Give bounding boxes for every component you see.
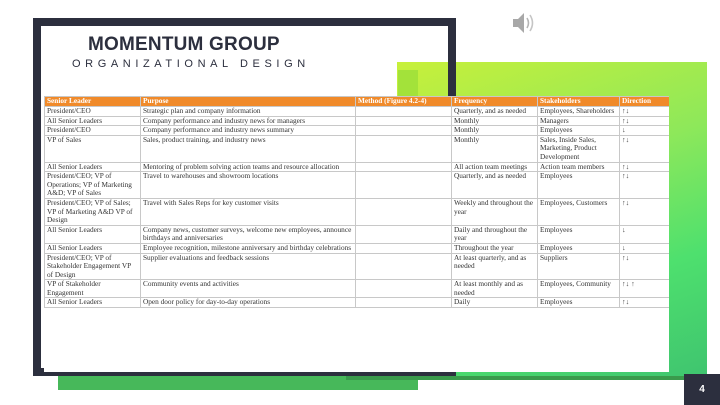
table-cell-frequency: Quarterly, and as needed [452,107,538,117]
table-cell-purpose: Company performance and industry news for managers [141,116,356,126]
column-header: Senior Leader [45,97,141,107]
table-cell-direction: ↑↓ [620,198,670,225]
table-cell-frequency: Monthly [452,135,538,162]
table-cell-purpose: Sales, product training, and industry news [141,135,356,162]
slide-subtitle: ORGANIZATIONAL DESIGN [72,58,310,70]
table-row [45,253,670,280]
table-cell-method [356,243,452,253]
column-header: Purpose [141,97,356,107]
table-cell-purpose: Strategic plan and company information [141,107,356,117]
table-cell-frequency: All action team meetings [452,162,538,172]
table-row [45,135,670,162]
table-cell-frequency: Daily and throughout the year [452,225,538,243]
table-row [45,225,670,243]
table-cell-direction: ↑↓ ↑ [620,280,670,298]
table-cell-purpose: Open door policy for day-to-day operations [141,298,356,308]
table-cell-frequency: Monthly [452,126,538,136]
table-cell-leader: VP of Sales [45,135,141,162]
table-cell-direction: ↓ [620,126,670,136]
table-cell-frequency: Daily [452,298,538,308]
table-cell-frequency: Weekly and throughout the year [452,198,538,225]
table-cell-method [356,107,452,117]
table-cell-leader: All Senior Leaders [45,298,141,308]
table-cell-method [356,116,452,126]
table-cell-direction: ↑↓ [620,162,670,172]
green-bottom-line [346,376,698,380]
communication-table [44,96,669,308]
table-header-row [45,97,670,107]
table-cell-method [356,280,452,298]
table-cell-direction: ↑↓ [620,107,670,117]
column-header: Stakeholders [538,97,620,107]
table-cell-purpose: Company performance and industry news summary [141,126,356,136]
table-cell-leader: President/CEO; VP of Stakeholder Engagement VP of Design [45,253,141,280]
slide-title: MOMENTUM GROUP [88,34,280,55]
column-header: Frequency [452,97,538,107]
table-cell-stakeholders: Managers [538,116,620,126]
speaker-icon[interactable] [511,8,537,38]
table-cell-stakeholders: Employees [538,243,620,253]
table-cell-leader: President/CEO [45,107,141,117]
table-row [45,107,670,117]
table-cell-method [356,126,452,136]
table-row [45,172,670,199]
table-cell-leader: President/CEO [45,126,141,136]
table-cell-stakeholders: Employees, Shareholders [538,107,620,117]
table-cell-stakeholders: Employees, Community [538,280,620,298]
table-row [45,116,670,126]
table-cell-leader: All Senior Leaders [45,243,141,253]
table-cell-frequency: Monthly [452,116,538,126]
table-cell-leader: President/CEO; VP of Sales; VP of Marketing A&D VP of Design [45,198,141,225]
table-cell-stakeholders: Sales, Inside Sales, Marketing, Product Development [538,135,620,162]
table-cell-method [356,253,452,280]
table-cell-leader: President/CEO; VP of Operations; VP of Marketing A&D; VP of Sales [45,172,141,199]
table-cell-direction: ↓ [620,243,670,253]
table-cell-stakeholders: Employees [538,126,620,136]
page-number: 4 [684,374,720,405]
table-cell-direction: ↓ [620,225,670,243]
table-cell-stakeholders: Suppliers [538,253,620,280]
table-cell-method [356,298,452,308]
table-row [45,126,670,136]
table-cell-purpose: Travel to warehouses and showroom locations [141,172,356,199]
table-cell-direction: ↑↓ [620,135,670,162]
communication-table-image [44,96,669,372]
table-cell-purpose: Company news, customer surveys, welcome new employees, announce birthdays and anniversaries [141,225,356,243]
table-cell-leader: All Senior Leaders [45,116,141,126]
table-cell-frequency: Throughout the year [452,243,538,253]
table-cell-direction: ↑↓ [620,253,670,280]
table-cell-purpose: Community events and activities [141,280,356,298]
table-cell-stakeholders: Employees [538,225,620,243]
table-row [45,198,670,225]
table-row [45,162,670,172]
table-cell-method [356,135,452,162]
column-header: Direction [620,97,670,107]
table-cell-frequency: At least monthly and as needed [452,280,538,298]
table-row [45,243,670,253]
column-header: Method (Figure 4.2-4) [356,97,452,107]
table-cell-purpose: Mentoring of problem solving action teams and resource allocation [141,162,356,172]
table-cell-stakeholders: Employees [538,172,620,199]
table-cell-method [356,162,452,172]
table-cell-direction: ↑↓ [620,172,670,199]
table-cell-frequency: Quarterly, and as needed [452,172,538,199]
table-cell-purpose: Travel with Sales Reps for key customer visits [141,198,356,225]
table-cell-stakeholders: Employees, Customers [538,198,620,225]
table-cell-stakeholders: Action team members [538,162,620,172]
table-cell-leader: All Senior Leaders [45,162,141,172]
table-cell-method [356,225,452,243]
table-cell-method [356,198,452,225]
table-cell-leader: VP of Stakeholder Engagement [45,280,141,298]
table-cell-direction: ↑↓ [620,116,670,126]
table-cell-stakeholders: Employees [538,298,620,308]
table-cell-method [356,172,452,199]
table-cell-frequency: At least quarterly, and as needed [452,253,538,280]
table-cell-purpose: Employee recognition, milestone anniversary and birthday celebrations [141,243,356,253]
table-cell-direction: ↑↓ [620,298,670,308]
table-row [45,280,670,298]
table-cell-leader: All Senior Leaders [45,225,141,243]
table-cell-purpose: Supplier evaluations and feedback sessions [141,253,356,280]
table-row [45,298,670,308]
